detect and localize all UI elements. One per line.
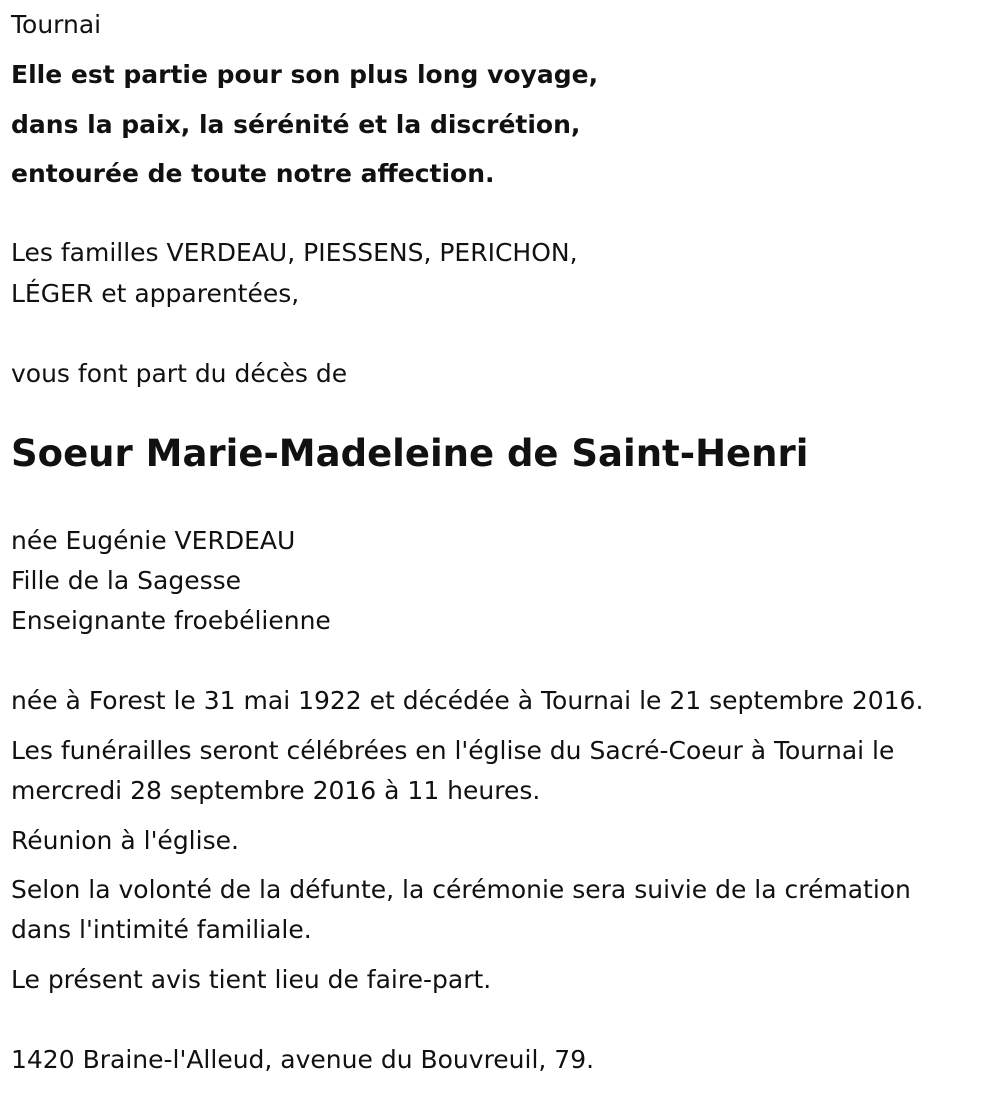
meeting-text: Réunion à l'église. (11, 826, 239, 855)
families-line: Les familles VERDEAU, PIESSENS, PERICHON, (11, 238, 578, 267)
address-text: 1420 Braine-l'Alleud, avenue du Bouvreuil, 79. (11, 1045, 595, 1074)
intro-text: vous font part du décès de (11, 359, 348, 388)
deceased-detail: Enseignante froebélienne (11, 606, 331, 635)
poem-line: entourée de toute notre affection. (11, 159, 495, 188)
deceased-detail: née Eugénie VERDEAU (11, 526, 296, 555)
cremation-text: dans l'intimité familiale. (11, 915, 312, 944)
notice-text: Le présent avis tient lieu de faire-part. (11, 965, 492, 994)
poem-line: dans la paix, la sérénité et la discrétion, (11, 110, 581, 139)
families-line: LÉGER et apparentées, (11, 279, 300, 308)
funeral-text: Les funérailles seront célébrées en l'église du Sacré-Coeur à Tournai le (11, 736, 895, 765)
funeral-text: mercredi 28 septembre 2016 à 11 heures. (11, 776, 541, 805)
deceased-name: Soeur Marie-Madeleine de Saint-Henri (11, 432, 809, 475)
birth-death-text: née à Forest le 31 mai 1922 et décédée à Tournai le 21 septembre 2016. (11, 686, 924, 715)
cremation-text: Selon la volonté de la défunte, la cérémonie sera suivie de la crémation (11, 875, 911, 904)
poem-line: Elle est partie pour son plus long voyage, (11, 60, 599, 89)
deceased-detail: Fille de la Sagesse (11, 566, 242, 595)
location-heading: Tournai (11, 10, 102, 39)
